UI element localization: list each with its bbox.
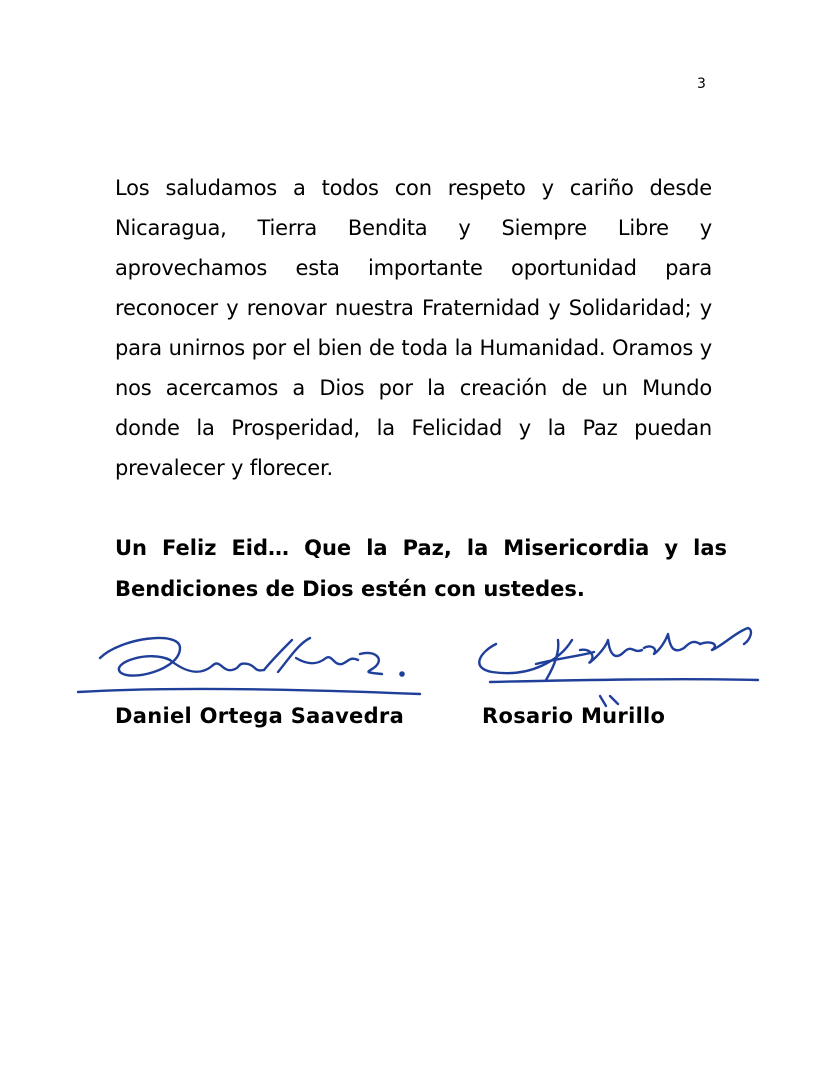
body-paragraph: Los saludamos a todos con respeto y cariño desde Nicaragua, Tierra Bendita y Siempre Libre y aprovechamos esta importante oportunidad para reconocer y renovar nuestra Fraternidad y Solidaridad; y para unirnos por el bien de toda la Humanidad. Oramos y nos acercamos a Dios por la creación de un Mundo donde la Prosperidad, la Felicidad y la Paz puedan prevalecer y florecer. [115, 176, 712, 480]
signature-daniel-ortega [78, 638, 420, 694]
signatures-graphic [60, 600, 780, 710]
signer-name-daniel-ortega: Daniel Ortega Saavedra [115, 704, 405, 728]
signature-rosario-murillo [479, 628, 758, 706]
signer-name-rosario-murillo: Rosario Murillo [482, 704, 666, 728]
page-number: 3 [697, 76, 706, 92]
closing-greeting: Un Feliz Eid… Que la Paz, la Misericordia y las Bendiciones de Dios estén con ustedes. [115, 536, 727, 601]
